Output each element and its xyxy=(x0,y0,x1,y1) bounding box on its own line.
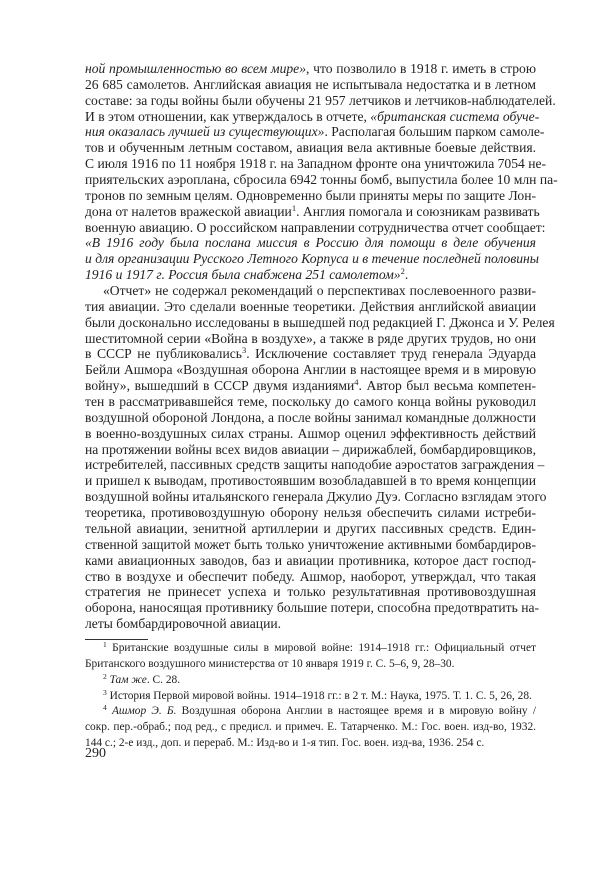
text-line xyxy=(85,235,536,251)
footnote-line xyxy=(85,721,536,737)
text: Воздушная оборона Англии в настоящее время и в мировую войну / xyxy=(176,705,536,718)
text: шеститомной серии «Война в воздухе», а также в ряде других трудов, но они xyxy=(85,330,536,346)
text: ство в воздухе и обеспечит победу. Ашмор, наоборот, утверждал, что такая xyxy=(85,568,536,584)
text: в военно-воздушных силах страны. Ашмор оценил эффективность действий xyxy=(85,425,536,441)
text-line xyxy=(85,600,540,616)
text: тов и обученным летным составом, авиация вела активные боевые действия. xyxy=(85,140,536,156)
footnotes xyxy=(85,642,536,753)
italic-text: «британская система обуче- xyxy=(370,108,540,124)
text-line xyxy=(85,569,536,585)
text: воздушной войны итальянского генерала Джулио Дуэ. Согласно взглядам этого xyxy=(85,489,547,505)
text: сокр. пер.-обраб.; под ред., с предисл. и примеч. Е. Татарченко. М.: Гос. воен. изд-во, 1932. xyxy=(85,721,536,734)
text-line xyxy=(85,616,536,632)
text: истребителей, пассивных средств защиты наподобие аэростатов заграждения – xyxy=(85,457,545,473)
text: составе: за годы войны были обучены 21 957 летчиков и летчиков-наблюдателей. xyxy=(85,92,556,108)
text: и пришел к выводам, противостоявшим возобладавшей в то время концепции xyxy=(85,473,536,489)
text-line xyxy=(85,124,545,140)
text-line xyxy=(85,346,536,362)
text-line xyxy=(85,362,536,378)
text: ственной защитой может быть только уничтожение активными бомбардиров- xyxy=(85,536,536,552)
text-line xyxy=(85,156,547,172)
text: приятельских аэроплана, сбросила 6942 тонны бомб, выпустила более 10 млн па- xyxy=(85,172,558,188)
text-line xyxy=(85,314,555,331)
text: Британского воздушного министерства от 10 января 1919 г. С. 5–6, 9, 28–30. xyxy=(85,657,455,670)
text: тен в рассматривавшейся теме, поскольку до самого конца войны руководил xyxy=(85,394,536,410)
text: тия авиации. Это сделали военные теоретики. Действия английской авиации xyxy=(85,298,536,314)
text-line xyxy=(85,553,536,569)
text: . Англия помогала и союзникам развивать xyxy=(296,203,540,219)
text: Бейли Ашмора «Воздушная оборона Англии в настоящее время и в мировую xyxy=(85,362,536,378)
text: дона от налетов вражеской авиации xyxy=(85,203,292,219)
text: тронов по земным целям. Одновременно были приняты меры по защите Лон- xyxy=(85,187,536,203)
footnote-ref: 1 xyxy=(291,202,297,213)
page-number: 290 xyxy=(85,746,106,761)
text-line xyxy=(85,77,536,93)
italic-text: ной промышленностью во всем мире» xyxy=(85,61,307,76)
text: в СССР не публиковались xyxy=(85,346,242,362)
footnote-ref: 4 xyxy=(103,703,107,713)
text: тельной авиации, зенитной артиллерии и других пассивных средств. Един- xyxy=(85,520,536,536)
text: войну», вышедший в СССР двумя изданиями xyxy=(85,378,355,394)
text-line xyxy=(85,584,536,600)
text-line xyxy=(85,489,547,505)
text: 26 685 самолетов. Английская авиация не испытывала недостатка и в летном xyxy=(85,76,536,92)
italic-text: «В 1916 году была послана миссия в Россию для помощи в деле обучения xyxy=(85,235,536,251)
footnote-ref: 2 xyxy=(103,671,107,681)
footnote-ref: 3 xyxy=(103,687,107,697)
text-line xyxy=(85,537,536,553)
main-text xyxy=(85,61,558,632)
text-line xyxy=(85,108,540,125)
text: , что позволило в 1918 г. иметь в строю xyxy=(306,61,536,76)
text-line xyxy=(85,505,536,521)
footnote-line xyxy=(85,642,536,658)
footnote-separator xyxy=(85,639,148,640)
text-line xyxy=(85,61,536,77)
text: . Исключение составляет труд генерала Эдуарда xyxy=(246,346,537,362)
text: военную авиацию. О российском направлении сотрудничества отчет сообщает: xyxy=(85,219,546,235)
text: воздушной обороной Лондона, а после войны занимал командные должности xyxy=(85,409,536,425)
footnote-line xyxy=(85,671,536,690)
italic-text: ния оказалась лучшей из существующих» xyxy=(85,124,325,140)
text-line xyxy=(85,457,545,473)
italic-text: Ашмор Э. Б. xyxy=(111,705,177,718)
text-line xyxy=(85,140,536,156)
text: . xyxy=(404,267,409,283)
text-line xyxy=(85,251,539,267)
footnote-ref: 3 xyxy=(241,345,247,356)
text: . Располагая большим парком самоле- xyxy=(324,124,545,140)
text-line xyxy=(85,521,536,537)
footnote-line xyxy=(85,687,536,706)
text-line xyxy=(85,442,536,458)
italic-text: и для организации Русского Летного Корпуса и в течение последней половины xyxy=(85,251,539,267)
footnote-line xyxy=(85,737,536,753)
text: ками авиационных заводов, баз и авиации противника, которое даст господ- xyxy=(85,552,536,568)
text-line xyxy=(85,473,536,489)
text-line xyxy=(85,410,536,426)
text: были досконально исследованы в вышедшей под редакцией Г. Джонса и У. Релея xyxy=(85,314,555,330)
text: леты бомбардировочной авиации. xyxy=(85,616,282,632)
text-line xyxy=(85,378,536,394)
text: . С. 28. xyxy=(146,673,181,686)
text-line xyxy=(85,426,536,442)
text: оборона, наносящая противнику большие потери, способна предотвратить на- xyxy=(85,600,540,616)
text-line xyxy=(85,92,556,109)
footnote-line xyxy=(85,658,536,674)
text-line xyxy=(85,219,546,236)
italic-text: Там же xyxy=(109,673,147,686)
text-line xyxy=(85,394,536,410)
text: Британские воздушные силы в мировой войне: 1914–1918 гг.: Официальный отчет xyxy=(106,642,536,654)
text: С июля 1916 по 11 ноября 1918 г. на Западном фронте она уничтожила 7054 не- xyxy=(85,156,547,172)
text-line xyxy=(85,267,536,283)
text: И в этом отношении, как утверждалось в отчете, xyxy=(85,108,371,124)
footnote-line xyxy=(85,705,536,721)
italic-text: 1916 и 1917 г. Россия была снабжена 251 самолетом» xyxy=(85,267,401,283)
text: «Отчет» не содержал рекомендаций о перспективах послевоенного разви- xyxy=(103,283,536,299)
text-line xyxy=(85,331,536,347)
text-line xyxy=(85,283,536,299)
text: на протяжении войны всех видов авиации – дирижаблей, бомбардировщиков, xyxy=(85,441,536,457)
footnote-ref: 2 xyxy=(400,266,405,277)
text: стратегия не принесет успеха и только результативная противовоздушная xyxy=(85,584,536,600)
text-line xyxy=(85,172,558,188)
text-line xyxy=(85,202,540,220)
text: теоретика, противовоздушную оборону нельзя обеспечить силами истреби- xyxy=(85,505,536,521)
footnote-ref: 1 xyxy=(103,640,107,649)
text-line xyxy=(85,299,536,315)
text: 144 с.; 2-е изд., доп. и перераб. М.: Изд-во и 1-я тип. Гос. воен. изд-ва, 1936. 254 с. xyxy=(85,737,485,750)
text: История Первой мировой войны. 1914–1918 гг.: в 2 т. М.: Наука, 1975. Т. 1. С. 5, 26, 28. xyxy=(106,689,532,702)
footnote-ref: 4 xyxy=(354,377,359,388)
text: . Автор был весьма компетен- xyxy=(358,378,536,394)
text-line xyxy=(85,188,536,204)
